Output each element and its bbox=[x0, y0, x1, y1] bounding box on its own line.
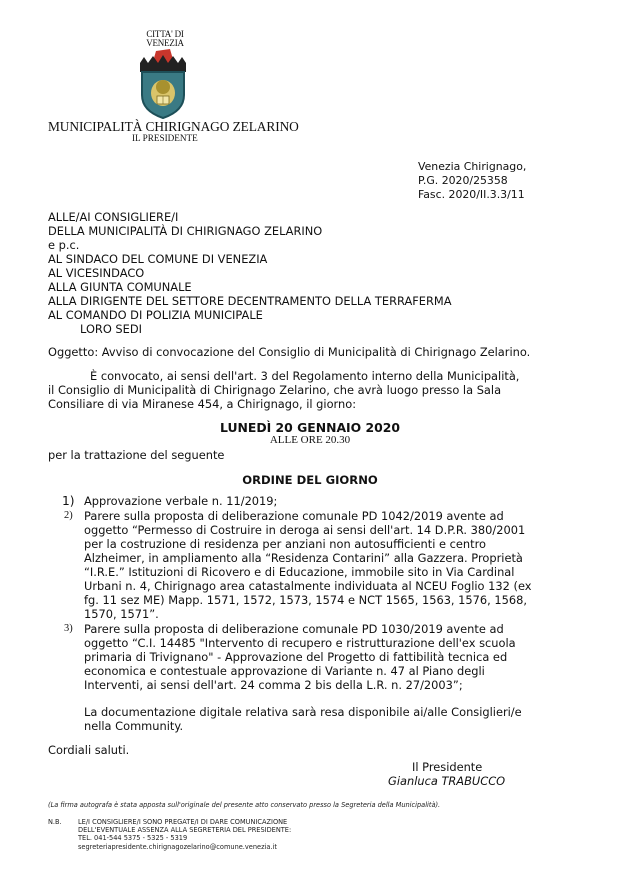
agenda-line: Urbani n. 4, Chirignago area catastalmente individuata al NCEU Foglio 132 (ex bbox=[84, 579, 532, 593]
agenda-line: Alzheimer, in ampliamento alla “Residenza Contarini” alla Gazzera. Proprietà bbox=[84, 551, 523, 565]
recipient-line: DELLA MUNICIPALITÀ DI CHIRIGNAGO ZELARINO bbox=[48, 224, 323, 238]
footnote: (La firma autografa è stata apposta sull'originale del presente atto conservato presso la Segreteria della Municipalità). bbox=[48, 801, 441, 809]
city-name-line2: VENEZIA bbox=[146, 38, 184, 48]
intro-line: Consiliare di via Miranese 454, a Chirignago, il giorno: bbox=[48, 397, 357, 411]
crown-points bbox=[140, 55, 186, 63]
crown-band bbox=[140, 63, 186, 72]
agenda-line: oggetto “Permesso di Costruire in deroga ai sensi dell'art. 14 D.P.R. 380/2001 bbox=[84, 523, 526, 537]
agenda-item-text bbox=[84, 622, 570, 692]
nb-line: DELL'EVENTUALE ASSENZA ALLA SEGRETERIA DEL PRESIDENTE: bbox=[78, 826, 292, 835]
agenda-item-text bbox=[84, 494, 570, 508]
greeting: Cordiali saluti. bbox=[48, 743, 130, 757]
reference-fasc: Fasc. 2020/II.3.3/11 bbox=[418, 188, 525, 201]
recipient-line: e p.c. bbox=[48, 238, 80, 252]
intro-paragraph bbox=[48, 369, 566, 411]
agenda-line: primaria di Trivignano" - Approvazione del Progetto di fattibilità tecnica ed bbox=[84, 650, 508, 664]
documentation-note bbox=[84, 705, 554, 733]
agenda-item-number: 2) bbox=[64, 510, 73, 521]
nb-line: TEL. 041-544 5375 - 5325 - 5319 bbox=[78, 834, 188, 843]
office-label: IL PRESIDENTE bbox=[132, 133, 198, 143]
signature-title: Il Presidente bbox=[412, 760, 483, 774]
signature-name: Gianluca TRABUCCO bbox=[388, 774, 506, 788]
recipient-line: AL SINDACO DEL COMUNE DI VENEZIA bbox=[48, 252, 268, 266]
nb-email-link[interactable]: segreteriapresidente.chirignagozelarino@comune.venezia.it bbox=[78, 842, 277, 851]
agenda-line: Parere sulla proposta di deliberazione comunale PD 1042/2019 avente ad bbox=[84, 509, 504, 523]
reference-place: Venezia Chirignago, bbox=[418, 160, 527, 173]
agenda-line: Parere sulla proposta di deliberazione comunale PD 1030/2019 avente ad bbox=[84, 622, 504, 636]
nb-line: LE/I CONSIGLIERE/I SONO PREGATE/I DI DARE COMUNICAZIONE bbox=[78, 818, 288, 826]
venice-crest-icon bbox=[136, 49, 190, 119]
agenda-title: ORDINE DEL GIORNO bbox=[242, 473, 378, 487]
recipient-line: ALLA DIRIGENTE DEL SETTORE DECENTRAMENTO DELLA TERRAFERMA bbox=[48, 294, 452, 308]
reference-pg: P.G. 2020/25358 bbox=[418, 174, 508, 187]
recipient-line: AL VICESINDACO bbox=[48, 266, 145, 280]
agenda-line: fg. 11 sez ME) Mapp. 1571, 1572, 1573, 1574 e NCT 1565, 1563, 1576, 1568, bbox=[84, 593, 528, 607]
subject-line: Oggetto: Avviso di convocazione del Consiglio di Municipalità di Chirignago Zelarino. bbox=[48, 345, 531, 359]
agenda-line: Interventi, ai sensi dell'art. 24 comma 2 bis della L.R. n. 27/2003”; bbox=[84, 678, 463, 692]
recipients-block bbox=[48, 210, 452, 336]
agenda-line: “I.R.E.” Istituzioni di Ricovero e di Educazione, immobile sito in Via Cardinal bbox=[84, 565, 515, 579]
nb-label: N.B. bbox=[48, 818, 62, 826]
agenda-line: 1570, 1571”. bbox=[84, 607, 159, 621]
municipality-name: MUNICIPALITÀ CHIRIGNAGO ZELARINO bbox=[48, 119, 299, 134]
recipient-line: ALLA GIUNTA COMUNALE bbox=[48, 280, 192, 294]
documentation-line: nella Community. bbox=[84, 719, 184, 733]
agenda-line: oggetto “C.I. 14485 "Intervento di recupero e ristrutturazione dell'ex scuola bbox=[84, 636, 516, 650]
recipient-line: ALLE/AI CONSIGLIERE/I bbox=[48, 210, 179, 224]
lion-head bbox=[156, 80, 170, 94]
city-name-line1: CITTA' DI bbox=[146, 29, 184, 39]
reference-block bbox=[418, 160, 526, 202]
intro-line: È convocato, ai sensi dell'art. 3 del Regolamento interno della Municipalità, bbox=[90, 369, 520, 383]
agenda-item-number: 1) bbox=[62, 494, 75, 508]
recipient-line: AL COMANDO DI POLIZIA MUNICIPALE bbox=[48, 308, 263, 322]
agenda-line: economica e contestuale approvazione di Variante n. 47 al Piano degli bbox=[84, 664, 485, 678]
city-name bbox=[140, 30, 190, 48]
meeting-time: ALLE ORE 20.30 bbox=[269, 434, 351, 446]
meeting-date: LUNEDÌ 20 GENNAIO 2020 bbox=[219, 420, 401, 435]
intro-line: il Consiglio di Municipalità di Chirignago Zelarino, che avrà luogo presso la Sala bbox=[48, 383, 502, 397]
agenda-line: Approvazione verbale n. 11/2019; bbox=[84, 494, 278, 508]
documentation-line: La documentazione digitale relativa sarà resa disponibile ai/alle Consiglieri/e bbox=[84, 705, 522, 719]
nb-block bbox=[78, 818, 291, 851]
recipients-closing: LORO SEDI bbox=[80, 322, 142, 336]
trattazione-line: per la trattazione del seguente bbox=[48, 448, 225, 462]
agenda-line: per la costruzione di residenza per anziani non autosufficienti e centro bbox=[84, 537, 486, 551]
agenda-item-text bbox=[84, 509, 570, 621]
agenda-item-number: 3) bbox=[64, 623, 73, 634]
